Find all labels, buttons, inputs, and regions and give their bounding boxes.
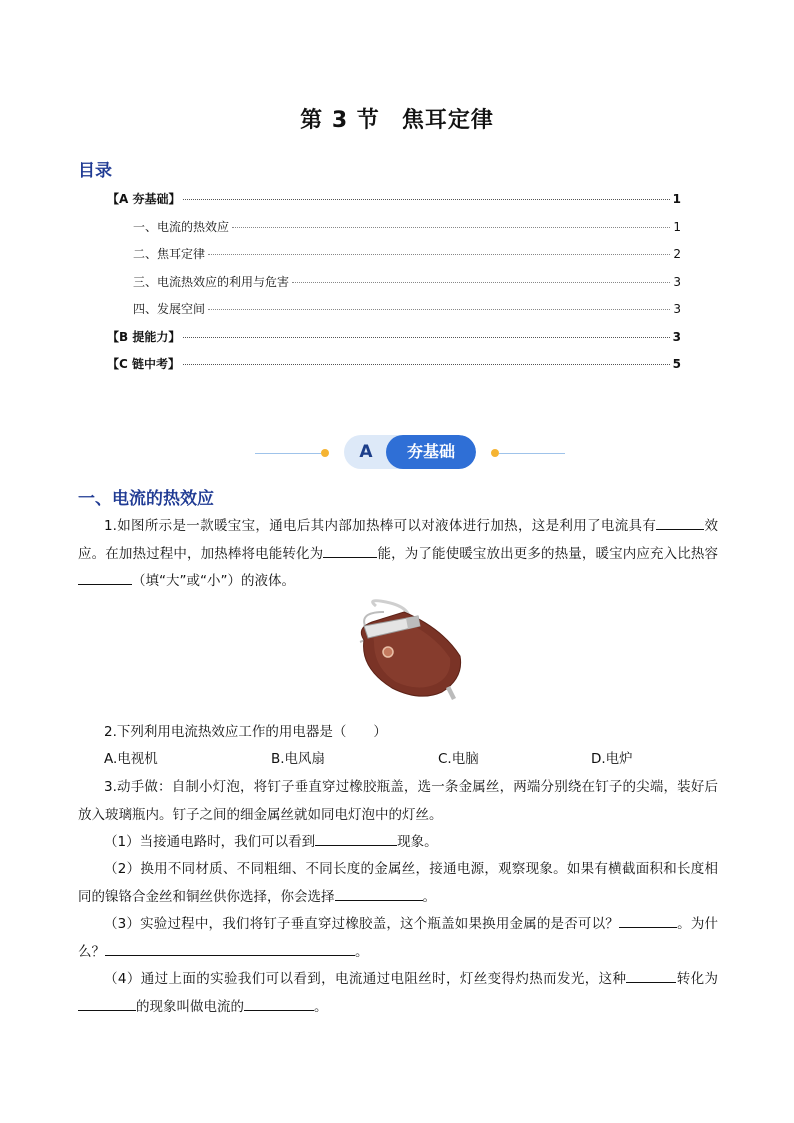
answer-blank[interactable]	[323, 543, 377, 558]
toc-heading: 目录	[78, 161, 112, 181]
answer-blank[interactable]	[315, 831, 397, 846]
option-d[interactable]: D.电炉	[591, 751, 633, 767]
q1-text: 能，为了能使暖宝放出更多的热量，暖宝内应充入比热容	[377, 545, 719, 562]
toc-entry[interactable]	[107, 355, 681, 383]
q3-text: 的现象叫做电流的	[136, 998, 244, 1015]
toc-page-number: 3	[673, 274, 681, 289]
option-a[interactable]: A.电视机	[104, 751, 158, 767]
question-1	[78, 513, 718, 596]
toc-page-number: 2	[673, 247, 681, 261]
toc-leader	[183, 199, 669, 200]
question-3-part-2	[78, 856, 718, 911]
banner-right-line	[499, 453, 565, 454]
toc-entry-label: 一、电流的热效应	[133, 219, 230, 234]
answer-blank[interactable]	[626, 968, 676, 983]
toc-leader	[292, 282, 670, 283]
section-title: 焦耳定律	[401, 108, 494, 133]
q3-text: （2）换用不同材质、不同粗细、不同长度的金属丝，接通电源，观察现象。如果有横截面积和长度相同的镍铬合金丝和铜丝供你选择，你会选择	[78, 861, 718, 905]
banner-name: 夯基础	[386, 435, 476, 469]
section-banner	[255, 433, 565, 473]
question-3-part-3	[78, 911, 718, 966]
answer-blank[interactable]	[244, 996, 314, 1011]
q3-text: 转化为	[676, 971, 719, 987]
toc-entry[interactable]	[107, 190, 681, 218]
toc-entry-label: 【C 链中考】	[107, 357, 180, 371]
toc-entry[interactable]	[107, 245, 681, 273]
option-c[interactable]: C.电脑	[438, 751, 479, 767]
question-2-options	[104, 747, 724, 771]
banner-pill	[344, 435, 476, 469]
toc-entry-label: 【B 提能力】	[107, 329, 181, 344]
toc-page-number: 1	[672, 192, 681, 206]
q3-text: （3）实验过程中，我们将钉子垂直穿过橡胶盖，这个瓶盖如果换用金属的是否可以？	[104, 916, 619, 932]
toc-page-number: 3	[673, 302, 681, 316]
toc-leader	[183, 364, 670, 365]
page-title	[0, 103, 794, 134]
q3-text: 。	[355, 943, 369, 960]
toc-leader	[232, 227, 670, 228]
question-3-intro: 3.动手做：自制小灯泡，将钉子垂直穿过橡胶瓶盖，选一条金属丝，两端分别绕在钉子的尖端，装好后放入玻璃瓶内。钉子之间的细金属丝就如同电灯泡中的灯丝。	[78, 779, 718, 823]
banner-left-dot	[321, 449, 329, 457]
answer-blank[interactable]	[105, 941, 355, 956]
answer-blank[interactable]	[656, 515, 704, 530]
q3-text: 。	[314, 998, 328, 1015]
q3-text: （4）通过上面的实验我们可以看到，电流通过电阻丝时，灯丝变得灼热而发光，这种	[104, 971, 627, 987]
q1-text: 1.如图所示是一款暖宝宝，通电后其内部加热棒可以对液体进行加热，这是利用了电流具有	[104, 518, 657, 534]
q3-text: 。	[422, 888, 436, 905]
option-b[interactable]: B.电风扇	[271, 751, 326, 767]
answer-blank[interactable]	[619, 913, 677, 928]
answer-blank[interactable]	[335, 886, 423, 901]
toc-page-number: 5	[672, 357, 681, 371]
section-heading: 一、电流的热效应	[78, 489, 214, 509]
answer-blank[interactable]	[78, 570, 132, 585]
question-3-part-1	[78, 829, 718, 857]
toc-leader	[183, 337, 669, 338]
toc-leader	[208, 254, 670, 255]
toc-entry[interactable]	[107, 328, 681, 356]
section-number: 第 3 节	[300, 108, 380, 133]
toc-entry[interactable]	[107, 273, 681, 301]
q3-text: 现象。	[397, 834, 438, 850]
q1-text: （填“大”或“小”）的液体。	[132, 573, 295, 589]
toc-entry-label: 四、发展空间	[133, 302, 206, 316]
banner-right-dot	[491, 449, 499, 457]
toc-entry-label: 三、电流热效应的利用与危害	[133, 274, 290, 289]
toc-entry-label: 二、焦耳定律	[133, 247, 206, 261]
toc-page-number: 3	[672, 329, 681, 344]
toc-entry[interactable]	[107, 218, 681, 246]
q1-text: 效应。在加热过程中，加热棒将电能转化为	[78, 518, 718, 562]
q3-text: 。为什么？	[78, 916, 718, 960]
toc-page-number: 1	[673, 219, 681, 234]
banner-letter: A	[359, 442, 373, 462]
table-of-contents	[107, 190, 681, 383]
q3-text: （1）当接通电路时，我们可以看到	[104, 834, 316, 850]
question-2-stem: 2.下列利用电流热效应工作的用电器是（ ）	[104, 724, 387, 740]
hot-water-bag-image	[346, 598, 466, 702]
toc-entry[interactable]	[107, 300, 681, 328]
answer-blank[interactable]	[78, 996, 136, 1011]
toc-leader	[208, 309, 670, 310]
question-3-part-4	[78, 966, 718, 1021]
banner-left-line	[255, 453, 321, 454]
toc-entry-label: 【A 夯基础】	[107, 192, 181, 206]
